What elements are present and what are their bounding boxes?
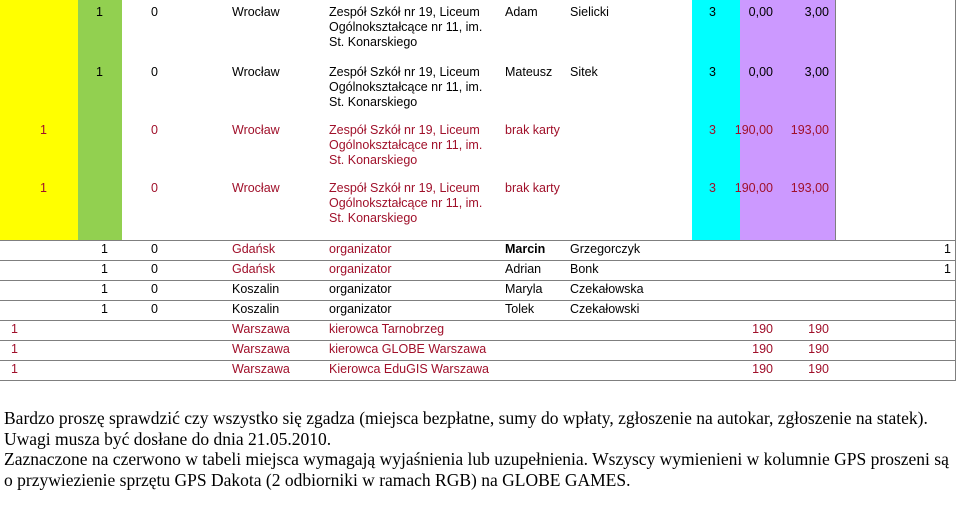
yellow-column-bg bbox=[0, 0, 78, 240]
col-desc: kierowca GLOBE Warszawa bbox=[329, 342, 487, 356]
note-paragraph-2: Zaznaczone na czerwono w tabeli miejsca wymagają wyjaśnienia lub uzupełnienia. Wszyscy wymienieni w kolumnie GPS proszeni są o przywiezienie sprzętu GPS Dakota (2 odbiorniki w ramach RGB) na GLOBE GAMES. bbox=[4, 449, 949, 490]
grid-line bbox=[0, 340, 955, 341]
col-v1: 190 bbox=[752, 342, 773, 356]
col-last: Czekałowski bbox=[570, 302, 640, 316]
col-city: Warszawa bbox=[232, 322, 290, 336]
col-v1: 190 bbox=[752, 362, 773, 376]
notes-block bbox=[4, 408, 954, 490]
col-city: Wrocław bbox=[232, 181, 280, 195]
col-n2: 0 bbox=[151, 262, 158, 276]
col-last: Grzegorczyk bbox=[570, 242, 641, 256]
col-last: Sitek bbox=[570, 65, 598, 79]
col-city: Koszalin bbox=[232, 302, 280, 316]
col-n1: 1 bbox=[101, 282, 108, 296]
col-city: Warszawa bbox=[232, 342, 290, 356]
col-count: 3 bbox=[709, 65, 716, 79]
col-total: 193,00 bbox=[790, 123, 829, 137]
col-first: Tolek bbox=[505, 302, 535, 316]
col-total: 193,00 bbox=[790, 181, 829, 195]
col-v2: 190 bbox=[808, 322, 829, 336]
col-n: 1 bbox=[11, 322, 18, 336]
col-n1: 1 bbox=[101, 242, 108, 256]
col-v2: 190 bbox=[808, 362, 829, 376]
col-city: Wrocław bbox=[232, 5, 280, 19]
col-city: Gdańsk bbox=[232, 262, 276, 276]
col-school: Zespół Szkół nr 19, Liceum Ogólnokształcące nr 11, im. St. Konarskiego bbox=[329, 123, 483, 167]
col-n1: 1 bbox=[96, 65, 103, 79]
col-fee: 190,00 bbox=[734, 181, 773, 195]
col-fee: 0,00 bbox=[748, 65, 773, 79]
col-school: Zespół Szkół nr 19, Liceum Ogólnokształcące nr 11, im. St. Konarskiego bbox=[329, 5, 483, 49]
col-n1: 1 bbox=[40, 181, 47, 195]
col-first: Marcin bbox=[505, 242, 546, 256]
col-total: 3,00 bbox=[804, 5, 829, 19]
col-school: Zespół Szkół nr 19, Liceum Ogólnokształcące nr 11, im. St. Konarskiego bbox=[329, 181, 483, 225]
col-role: organizator bbox=[329, 242, 392, 256]
col-role: organizator bbox=[329, 262, 392, 276]
grid-line bbox=[835, 0, 836, 240]
col-last: Sielicki bbox=[570, 5, 609, 19]
col-fee: 190,00 bbox=[734, 123, 773, 137]
grid-line bbox=[0, 260, 955, 261]
note-paragraph-1: Bardzo proszę sprawdzić czy wszystko się zgadza (miejsca bezpłatne, sumy do wpłaty, zgłoszenie na autokar, zgłoszenie na statek). Uwagi musza być dosłane do dnia 21.05.2010. bbox=[4, 408, 928, 449]
col-count: 3 bbox=[709, 5, 716, 19]
col-v1: 190 bbox=[752, 322, 773, 336]
col-fee: 0,00 bbox=[748, 5, 773, 19]
col-count: 3 bbox=[709, 123, 716, 137]
grid-line bbox=[0, 240, 955, 241]
col-end: 1 bbox=[944, 262, 951, 276]
grid-line bbox=[955, 0, 956, 381]
col-city: Warszawa bbox=[232, 362, 290, 376]
col-n: 1 bbox=[11, 362, 18, 376]
col-n2: 0 bbox=[151, 242, 158, 256]
lilac-column-bg bbox=[740, 0, 835, 240]
col-n1: 1 bbox=[40, 123, 47, 137]
cyan-column-bg bbox=[692, 0, 740, 240]
col-first: Adrian bbox=[505, 262, 542, 276]
grid-line bbox=[0, 280, 955, 281]
col-n1: 1 bbox=[101, 302, 108, 316]
col-role: organizator bbox=[329, 282, 392, 296]
col-school: Zespół Szkół nr 19, Liceum Ogólnokształcące nr 11, im. St. Konarskiego bbox=[329, 65, 483, 109]
col-n2: 0 bbox=[151, 302, 158, 316]
col-n: 1 bbox=[11, 342, 18, 356]
col-last: Czekałowska bbox=[570, 282, 644, 296]
grid-line bbox=[0, 360, 955, 361]
col-n2: 0 bbox=[151, 123, 158, 137]
col-desc: Kierowca EduGIS Warszawa bbox=[329, 362, 490, 376]
col-n2: 0 bbox=[151, 65, 158, 79]
col-first: Maryla bbox=[505, 282, 543, 296]
col-v2: 190 bbox=[808, 342, 829, 356]
col-city: Gdańsk bbox=[232, 242, 276, 256]
col-total: 3,00 bbox=[804, 65, 829, 79]
col-last: Bonk bbox=[570, 262, 599, 276]
grid-line bbox=[0, 300, 955, 301]
col-n2: 0 bbox=[151, 282, 158, 296]
col-role: organizator bbox=[329, 302, 392, 316]
col-city: Wrocław bbox=[232, 65, 280, 79]
col-n1: 1 bbox=[101, 262, 108, 276]
col-n1: 1 bbox=[96, 5, 103, 19]
green-column-bg bbox=[78, 0, 122, 240]
col-city: Wrocław bbox=[232, 123, 280, 137]
col-desc: kierowca Tarnobrzeg bbox=[329, 322, 445, 336]
col-count: 3 bbox=[709, 181, 716, 195]
col-first: brak karty bbox=[505, 123, 560, 137]
col-first: Adam bbox=[505, 5, 538, 19]
col-first: brak karty bbox=[505, 181, 560, 195]
col-city: Koszalin bbox=[232, 282, 280, 296]
grid-line bbox=[0, 380, 955, 381]
col-n2: 0 bbox=[151, 5, 158, 19]
col-first: Mateusz bbox=[505, 65, 553, 79]
grid-line bbox=[0, 320, 955, 321]
col-end: 1 bbox=[944, 242, 951, 256]
col-n2: 0 bbox=[151, 181, 158, 195]
